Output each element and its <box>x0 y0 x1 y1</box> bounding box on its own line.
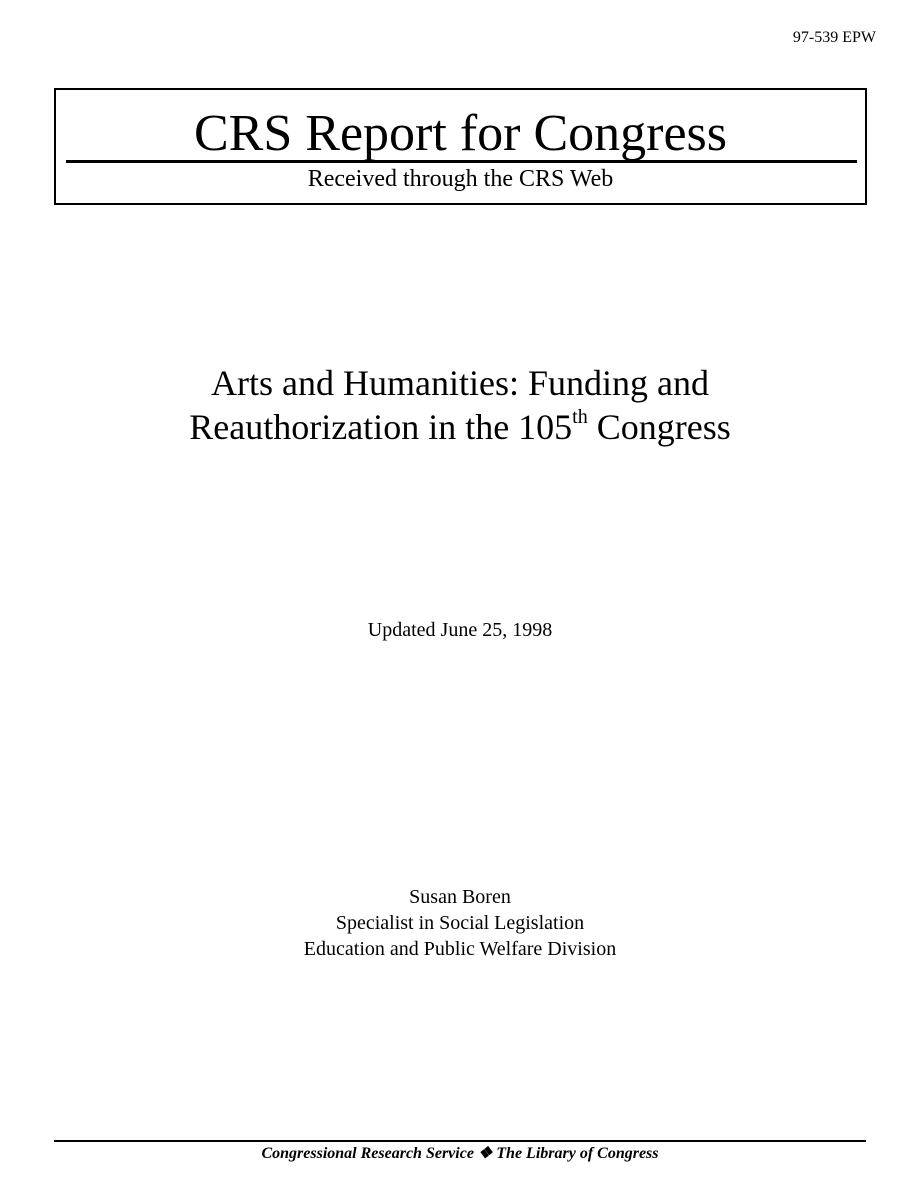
footer-rule <box>54 1140 866 1142</box>
document-title <box>60 361 860 449</box>
author-block <box>0 884 920 962</box>
ordinal-suffix: th <box>572 406 588 428</box>
footer-left: Congressional Research Service <box>261 1145 474 1162</box>
author-position: Specialist in Social Legislation <box>335 912 585 934</box>
footer-right: The Library of Congress <box>496 1145 659 1162</box>
report-number: 97-539 EPW <box>792 29 876 46</box>
document-title-line-1: Arts and Humanities: Funding and <box>211 363 709 403</box>
report-header <box>54 88 867 205</box>
header-title: CRS Report for Congress <box>194 105 727 162</box>
footer-separator-icon: ❖ <box>477 1145 493 1162</box>
document-title-line-2 <box>60 405 860 449</box>
title-line-2-suffix: Congress <box>587 407 731 447</box>
updated-date: Updated June 25, 1998 <box>367 619 553 641</box>
title-line-2-prefix: Reauthorization in the 105 <box>189 407 573 447</box>
footer <box>0 1143 920 1165</box>
header-rule <box>66 160 857 163</box>
author-name: Susan Boren <box>409 886 511 908</box>
header-subtitle: Received through the CRS Web <box>307 166 614 192</box>
author-division: Education and Public Welfare Division <box>303 938 617 960</box>
